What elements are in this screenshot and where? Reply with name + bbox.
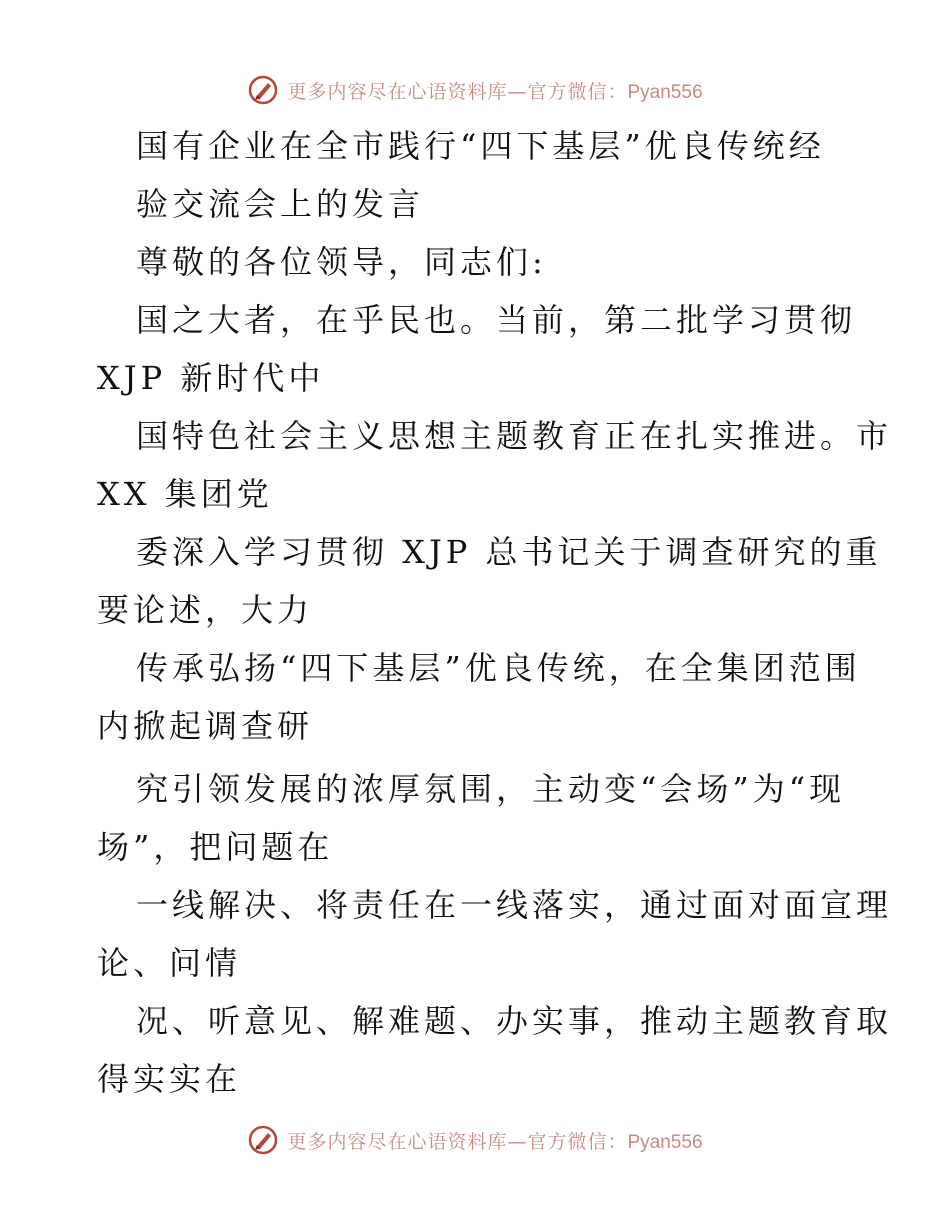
pen-logo-icon	[247, 1124, 279, 1156]
watermark-wechat-id: Pyan556	[627, 81, 703, 103]
watermark-text: 更多内容尽在心语资料库—官方微信：Pyan556	[287, 80, 703, 103]
paragraph-line: 国之大者，在乎民也。当前，第二批学习贯彻	[136, 301, 857, 339]
paragraph-line: XX 集团党	[97, 475, 273, 513]
pen-logo-icon	[247, 74, 279, 106]
paragraph-line: 国特色社会主义思想主题教育正在扎实推进。市	[136, 417, 893, 455]
salutation: 尊敬的各位领导，同志们:	[136, 243, 547, 281]
paragraph-line: 一线解决、将责任在一线落实，通过面对面宣理	[136, 886, 893, 924]
paragraph-line: XJP 新时代中	[97, 359, 325, 397]
paragraph-line: 论、问情	[97, 944, 242, 982]
paragraph-line: 内掀起调查研	[97, 707, 314, 745]
document-title-line-2: 验交流会上的发言	[136, 185, 425, 223]
paragraph-line: 传承弘扬“四下基层”优良传统，在全集团范围	[136, 649, 861, 687]
paragraph-line: 委深入学习贯彻 XJP 总书记关于调查研究的重	[136, 533, 882, 571]
paragraph-line: 场”，把问题在	[97, 828, 334, 866]
paragraph-line: 得实实在	[97, 1060, 242, 1098]
document-title-line-1: 国有企业在全市践行“四下基层”优良传统经	[136, 127, 825, 165]
footer-watermark	[0, 1120, 950, 1160]
paragraph-line: 究引领发展的浓厚氛围，主动变“会场”为“现	[136, 770, 846, 808]
watermark-text: 更多内容尽在心语资料库—官方微信：Pyan556	[287, 1130, 703, 1153]
watermark-wechat-id: Pyan556	[627, 1131, 703, 1153]
paragraph-line: 况、听意见、解难题、办实事，推动主题教育取	[136, 1002, 893, 1040]
header-watermark	[0, 70, 950, 110]
paragraph-line: 要论述，大力	[97, 591, 314, 629]
